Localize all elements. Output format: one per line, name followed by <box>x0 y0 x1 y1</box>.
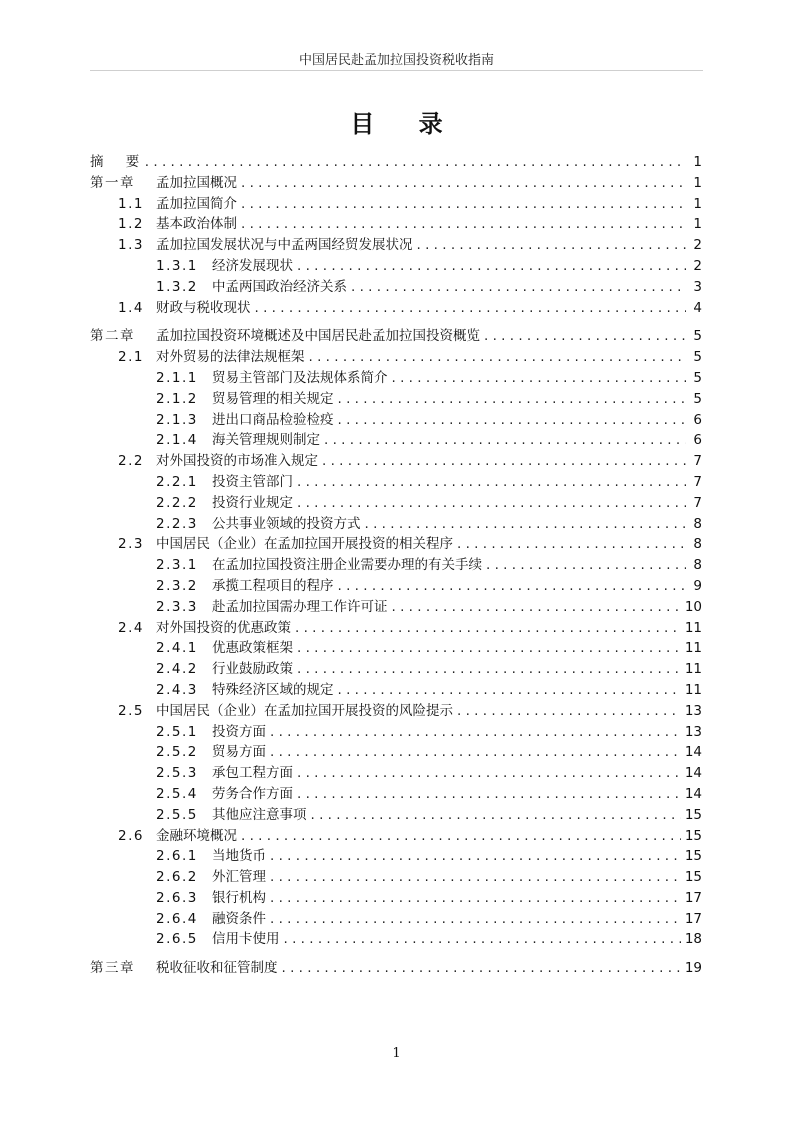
dot-leader <box>270 722 681 743</box>
toc-entry-number: 2.4.1 <box>156 640 198 657</box>
toc-entry-page: 15 <box>684 848 702 865</box>
dot-leader <box>270 742 681 763</box>
toc-entry-number: 1.4 <box>118 299 144 316</box>
dot-leader <box>241 194 686 215</box>
toc-entry-number: 1.3.1 <box>156 257 198 274</box>
toc-entry-page: 14 <box>684 785 702 802</box>
toc-entry-number: 第二章 <box>90 328 135 345</box>
toc-entry-number: 2.6 <box>118 827 144 844</box>
toc-entry-title: 融资条件 <box>212 910 266 927</box>
dot-leader <box>351 277 686 298</box>
toc-entry-number: 2.1.1 <box>156 369 198 386</box>
toc-subsection-entry[interactable] <box>90 256 702 277</box>
toc-entry-title: 劳务合作方面 <box>212 785 293 802</box>
toc-entry-title: 中国居民（企业）在孟加拉国开展投资的相关程序 <box>156 536 453 553</box>
toc-entry-page: 9 <box>693 577 702 594</box>
toc-entry-page: 7 <box>693 494 702 511</box>
page-number: 1 <box>392 1046 401 1061</box>
dot-leader <box>486 555 686 576</box>
dot-leader <box>297 638 681 659</box>
toc-subsection-entry[interactable] <box>90 576 702 597</box>
toc-entry-number: 2.5.4 <box>156 785 198 802</box>
toc-entry-page: 11 <box>684 619 702 636</box>
toc-entry-number: 2.5 <box>118 702 144 719</box>
dot-leader <box>322 451 686 472</box>
toc-entry-number: 1.2 <box>118 216 144 233</box>
dot-leader <box>457 701 681 722</box>
toc-entry-title: 银行机构 <box>212 889 266 906</box>
toc-entry-page: 2 <box>693 237 702 254</box>
toc-entry-number: 2.3 <box>118 536 144 553</box>
toc-entry-number: 2.4.2 <box>156 661 198 678</box>
toc-entry-title: 对外贸易的法律法规框架 <box>156 349 305 366</box>
toc-entry-number: 2.6.4 <box>156 910 198 927</box>
toc-subsection-entry[interactable] <box>90 659 702 680</box>
toc-chapter-entry[interactable] <box>90 326 702 347</box>
table-of-contents <box>90 152 702 979</box>
toc-entry-number: 第一章 <box>90 174 135 191</box>
toc-subsection-entry[interactable] <box>90 867 702 888</box>
dot-leader <box>338 680 681 701</box>
toc-entry-number: 1.3.2 <box>156 278 198 295</box>
toc-subsection-entry[interactable] <box>90 909 702 930</box>
toc-entry-title: 海关管理规则制定 <box>212 432 320 449</box>
dot-leader <box>338 389 687 410</box>
dot-leader <box>309 347 687 368</box>
dot-leader <box>297 659 681 680</box>
toc-entry-title: 当地货币 <box>212 848 266 865</box>
toc-subsection-entry[interactable] <box>90 472 702 493</box>
dot-leader <box>145 152 686 173</box>
toc-entry-page: 14 <box>684 765 702 782</box>
dot-leader <box>270 846 681 867</box>
toc-subsection-entry[interactable] <box>90 555 702 576</box>
toc-entry-title: 优惠政策框架 <box>212 640 293 657</box>
toc-entry-title: 贸易方面 <box>212 744 266 761</box>
toc-subsection-entry[interactable] <box>90 597 702 618</box>
toc-section-entry[interactable] <box>90 618 702 639</box>
dot-leader <box>457 534 686 555</box>
toc-entry-page: 15 <box>684 806 702 823</box>
toc-entry-page: 3 <box>693 278 702 295</box>
toc-chapter-entry[interactable] <box>90 152 702 173</box>
toc-subsection-entry[interactable] <box>90 784 702 805</box>
toc-entry-number: 2.4 <box>118 619 144 636</box>
toc-entry-number: 1.3 <box>118 237 144 254</box>
toc-section-entry[interactable] <box>90 826 702 847</box>
toc-entry-title: 贸易管理的相关规定 <box>212 390 334 407</box>
toc-entry-title: 基本政治体制 <box>156 216 237 233</box>
toc-subsection-entry[interactable] <box>90 368 702 389</box>
toc-entry-title: 投资方面 <box>212 723 266 740</box>
toc-subsection-entry[interactable] <box>90 389 702 410</box>
toc-section-entry[interactable] <box>90 298 702 319</box>
toc-entry-title: 公共事业领域的投资方式 <box>212 515 361 532</box>
toc-chapter-entry[interactable] <box>90 173 702 194</box>
dot-leader <box>297 784 681 805</box>
toc-subsection-entry[interactable] <box>90 680 702 701</box>
toc-entry-number: 2.6.1 <box>156 848 198 865</box>
toc-entry-number: 2.2 <box>118 453 144 470</box>
toc-section-entry[interactable] <box>90 534 702 555</box>
toc-entry-title: 孟加拉国概况 <box>156 174 237 191</box>
toc-entry-number: 2.2.3 <box>156 515 198 532</box>
toc-entry-number: 1.1 <box>118 195 144 212</box>
toc-entry-number: 2.5.3 <box>156 765 198 782</box>
toc-subsection-entry[interactable] <box>90 410 702 431</box>
toc-section-entry[interactable] <box>90 701 702 722</box>
toc-entry-title: 投资行业规定 <box>212 494 293 511</box>
toc-subsection-entry[interactable] <box>90 805 702 826</box>
toc-entry-title: 税收征收和征管制度 <box>156 960 278 977</box>
toc-entry-number: 2.1.2 <box>156 390 198 407</box>
toc-entry-page: 1 <box>693 174 702 191</box>
toc-entry-page: 7 <box>693 473 702 490</box>
dot-leader <box>338 576 687 597</box>
toc-entry-page: 14 <box>684 744 702 761</box>
toc-entry-number: 2.3.3 <box>156 598 198 615</box>
toc-entry-title: 财政与税收现状 <box>156 299 251 316</box>
toc-entry-number: 2.3.1 <box>156 557 198 574</box>
dot-leader <box>311 805 681 826</box>
toc-entry-page: 13 <box>684 702 702 719</box>
toc-subsection-entry[interactable] <box>90 929 702 950</box>
toc-section-entry[interactable] <box>90 451 702 472</box>
toc-entry-page: 11 <box>684 640 702 657</box>
toc-subsection-entry[interactable] <box>90 846 702 867</box>
toc-subsection-entry[interactable] <box>90 493 702 514</box>
toc-entry-page: 4 <box>693 299 702 316</box>
page-title: 目 录 <box>350 110 461 138</box>
toc-subsection-entry[interactable] <box>90 430 702 451</box>
toc-entry-number: 2.1 <box>118 349 144 366</box>
toc-entry-title: 信用卡使用 <box>212 931 280 948</box>
dot-leader <box>392 597 681 618</box>
toc-entry-title: 中孟两国政治经济关系 <box>212 278 347 295</box>
toc-entry-page: 5 <box>693 328 702 345</box>
toc-entry-title: 进出口商品检验检疫 <box>212 411 334 428</box>
toc-entry-page: 6 <box>693 411 702 428</box>
toc-entry-page: 1 <box>693 216 702 233</box>
toc-subsection-entry[interactable] <box>90 514 702 535</box>
dot-leader <box>484 326 686 347</box>
toc-entry-title: 行业鼓励政策 <box>212 661 293 678</box>
dot-leader <box>338 410 687 431</box>
toc-entry-title: 对外国投资的市场准入规定 <box>156 453 318 470</box>
dot-leader <box>392 368 687 389</box>
toc-entry-title: 经济发展现状 <box>212 257 293 274</box>
toc-section-entry[interactable] <box>90 235 702 256</box>
toc-entry-number: 2.1.4 <box>156 432 198 449</box>
toc-entry-number: 2.6.2 <box>156 869 198 886</box>
toc-entry-title: 在孟加拉国投资注册企业需要办理的有关手续 <box>212 557 482 574</box>
toc-entry-number: 2.2.2 <box>156 494 198 511</box>
toc-entry-title: 孟加拉国发展状况与中孟两国经贸发展状况 <box>156 237 413 254</box>
toc-entry-page: 11 <box>684 661 702 678</box>
toc-entry-page: 19 <box>684 960 702 977</box>
toc-entry-number: 2.6.5 <box>156 931 198 948</box>
toc-subsection-entry[interactable] <box>90 277 702 298</box>
toc-entry-page: 5 <box>693 390 702 407</box>
dot-leader <box>417 235 687 256</box>
toc-subsection-entry[interactable] <box>90 638 702 659</box>
toc-entry-page: 17 <box>684 889 702 906</box>
toc-entry-title: 承揽工程项目的程序 <box>212 577 334 594</box>
toc-section-entry[interactable] <box>90 194 702 215</box>
toc-entry-title: 中国居民（企业）在孟加拉国开展投资的风险提示 <box>156 702 453 719</box>
toc-entry-page: 8 <box>693 536 702 553</box>
toc-entry-page: 5 <box>693 369 702 386</box>
dot-leader <box>297 472 686 493</box>
dot-leader <box>255 298 687 319</box>
toc-entry-title: 承包工程方面 <box>212 765 293 782</box>
toc-section-entry[interactable] <box>90 347 702 368</box>
dot-leader <box>270 888 681 909</box>
toc-entry-page: 15 <box>684 827 702 844</box>
toc-entry-title: 孟加拉国投资环境概述及中国居民赴孟加拉国投资概览 <box>156 328 480 345</box>
toc-entry-number: 2.4.3 <box>156 681 198 698</box>
running-header: 中国居民赴孟加拉国投资税收指南 <box>298 53 494 68</box>
toc-entry-number: 2.6.3 <box>156 889 198 906</box>
toc-entry-page: 8 <box>693 557 702 574</box>
dot-leader <box>282 958 681 979</box>
dot-leader <box>295 618 681 639</box>
toc-entry-page: 17 <box>684 910 702 927</box>
toc-entry-title: 贸易主管部门及法规体系简介 <box>212 369 388 386</box>
toc-entry-number: 2.2.1 <box>156 473 198 490</box>
toc-entry-page: 1 <box>693 195 702 212</box>
dot-leader <box>241 826 681 847</box>
toc-entry-number: 2.5.2 <box>156 744 198 761</box>
toc-entry-page: 8 <box>693 515 702 532</box>
dot-leader <box>241 173 686 194</box>
toc-entry-title: 投资主管部门 <box>212 473 293 490</box>
toc-entry-title: 其他应注意事项 <box>212 806 307 823</box>
toc-chapter-entry[interactable] <box>90 958 702 979</box>
dot-leader <box>297 763 681 784</box>
dot-leader <box>324 430 686 451</box>
toc-subsection-entry[interactable] <box>90 763 702 784</box>
toc-entry-title: 对外国投资的优惠政策 <box>156 619 291 636</box>
toc-entry-title: 赴孟加拉国需办理工作许可证 <box>212 598 388 615</box>
dot-leader <box>297 256 686 277</box>
dot-leader <box>270 867 681 888</box>
toc-section-entry[interactable] <box>90 214 702 235</box>
toc-entry-title: 特殊经济区域的规定 <box>212 681 334 698</box>
toc-entry-number: 2.1.3 <box>156 411 198 428</box>
toc-subsection-entry[interactable] <box>90 888 702 909</box>
toc-entry-number: 摘 要 <box>90 154 141 170</box>
toc-subsection-entry[interactable] <box>90 742 702 763</box>
toc-entry-page: 10 <box>684 598 702 615</box>
toc-subsection-entry[interactable] <box>90 722 702 743</box>
dot-leader <box>365 514 687 535</box>
toc-entry-page: 6 <box>693 432 702 449</box>
toc-entry-number: 2.5.5 <box>156 806 198 823</box>
toc-entry-page: 7 <box>693 453 702 470</box>
toc-entry-page: 5 <box>693 349 702 366</box>
dot-leader <box>241 214 686 235</box>
header-divider <box>90 70 703 71</box>
toc-entry-page: 2 <box>693 257 702 274</box>
toc-entry-number: 2.5.1 <box>156 723 198 740</box>
toc-entry-number: 第三章 <box>90 960 135 977</box>
toc-entry-title: 孟加拉国简介 <box>156 195 237 212</box>
toc-entry-page: 11 <box>684 681 702 698</box>
toc-entry-page: 18 <box>684 931 702 948</box>
toc-entry-page: 15 <box>684 869 702 886</box>
dot-leader <box>284 929 681 950</box>
dot-leader <box>297 493 686 514</box>
toc-entry-title: 金融环境概况 <box>156 827 237 844</box>
toc-entry-number: 2.3.2 <box>156 577 198 594</box>
toc-entry-page: 1 <box>693 154 702 170</box>
toc-entry-page: 13 <box>684 723 702 740</box>
toc-entry-title: 外汇管理 <box>212 869 266 886</box>
dot-leader <box>270 909 681 930</box>
